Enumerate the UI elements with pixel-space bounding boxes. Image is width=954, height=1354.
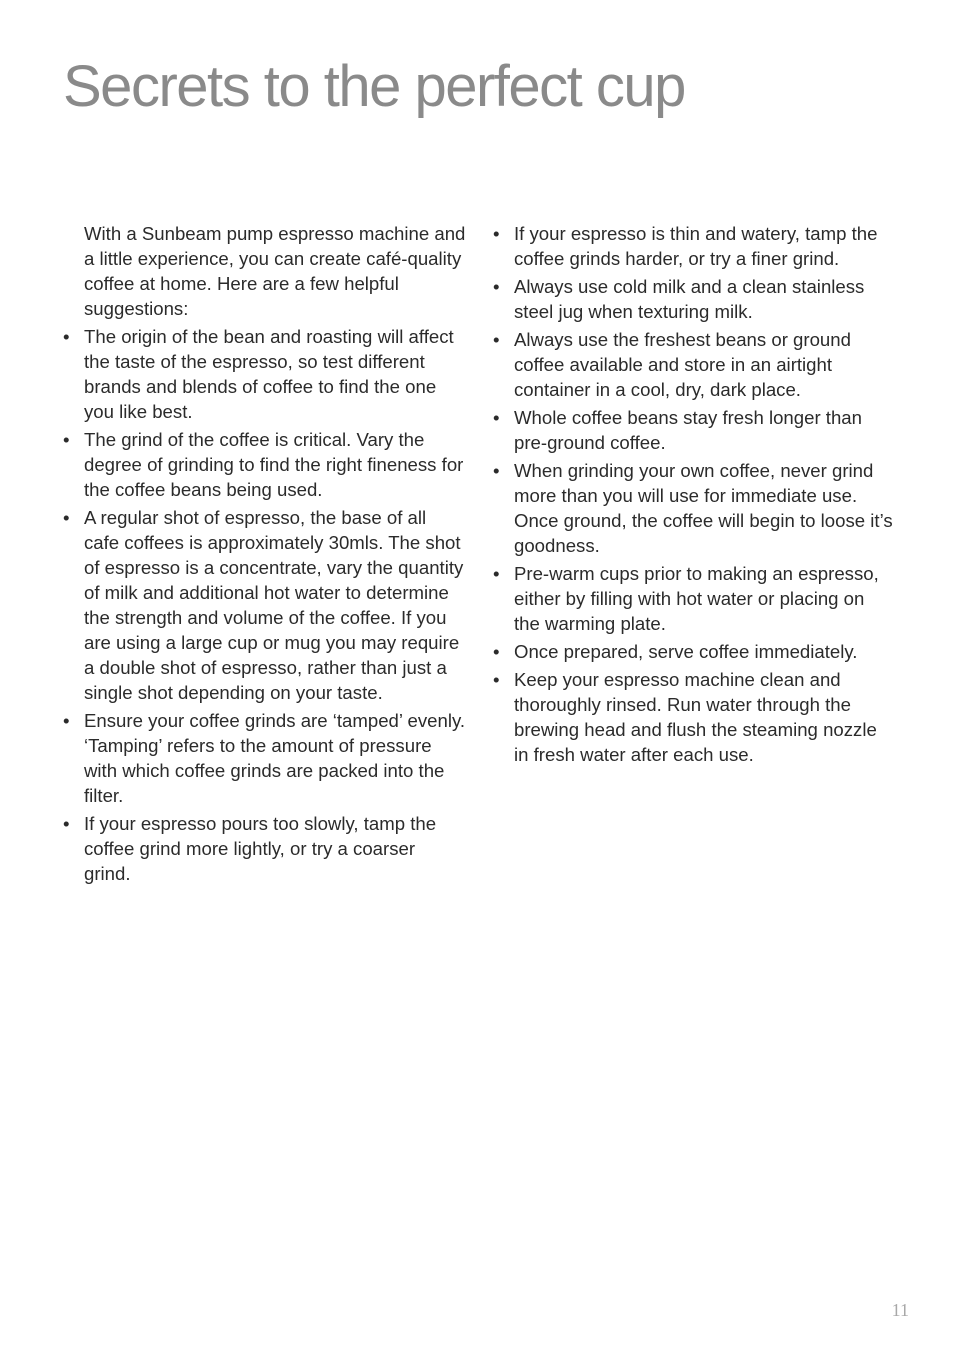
bullet-icon: •	[63, 507, 70, 528]
tip-text: Whole coffee beans stay fresh longer than pre-ground coffee.	[514, 407, 862, 453]
tip-text: A regular shot of espresso, the base of all cafe coffees is approximately 30mls. The shot of espresso is a concentrate, vary the quantity of milk and additional hot water to determine the strength and volume of the coffee. If you are using a large cup or mug you may require a double shot of espresso, rather than just a single shot depending on your taste.	[84, 507, 464, 703]
tip-text: The origin of the bean and roasting will affect the taste of the espresso, so test different brands and blends of coffee to find the one you like best.	[84, 326, 454, 422]
left-tips-list	[63, 324, 466, 886]
tip-item	[63, 324, 466, 424]
intro-paragraph: With a Sunbeam pump espresso machine and a little experience, you can create café-quality coffee at home. Here are a few helpful suggestions:	[84, 223, 466, 319]
right-tips-list	[493, 221, 893, 767]
tip-text: If your espresso pours too slowly, tamp the coffee grind more lightly, or try a coarser grind.	[84, 813, 437, 884]
tip-item	[63, 427, 466, 502]
tip-item	[493, 561, 893, 636]
tip-text: Pre-warm cups prior to making an espresso, either by filling with hot water or placing on the warming plate.	[514, 563, 879, 634]
bullet-icon: •	[493, 329, 500, 350]
page-title: Secrets to the perfect cup	[63, 54, 685, 119]
tip-item	[63, 708, 466, 808]
page-number: 11	[891, 1300, 909, 1320]
bullet-icon: •	[493, 669, 500, 690]
tip-text: Once prepared, serve coffee immediately.	[514, 641, 858, 662]
tip-item	[63, 811, 466, 886]
bullet-icon: •	[493, 223, 500, 244]
tip-item	[493, 458, 893, 558]
bullet-icon: •	[63, 813, 70, 834]
tip-text: Ensure your coffee grinds are ‘tamped’ evenly. ‘Tamping’ refers to the amount of pressure with which coffee grinds are packed into the filter.	[84, 710, 466, 806]
tip-item	[493, 405, 893, 455]
bullet-icon: •	[493, 276, 500, 297]
tip-item	[63, 505, 466, 705]
tip-text: If your espresso is thin and watery, tamp the coffee grinds harder, or try a finer grind.	[514, 223, 878, 269]
bullet-icon: •	[63, 710, 70, 731]
bullet-icon: •	[493, 460, 500, 481]
left-column	[63, 221, 466, 889]
tip-item	[493, 639, 893, 664]
bullet-icon: •	[63, 429, 70, 450]
tip-text: When grinding your own coffee, never grind more than you will use for immediate use. Once ground, the coffee will begin to loose it’s goodness.	[514, 460, 893, 556]
tip-text: Always use the freshest beans or ground coffee available and store in an airtight container in a cool, dry, dark place.	[514, 329, 851, 400]
tip-item	[493, 327, 893, 402]
right-column	[493, 221, 893, 770]
bullet-icon: •	[493, 407, 500, 428]
bullet-icon: •	[493, 641, 500, 662]
tip-item	[493, 667, 893, 767]
tip-text: Always use cold milk and a clean stainless steel jug when texturing milk.	[514, 276, 865, 322]
bullet-icon: •	[63, 326, 70, 347]
tip-text: Keep your espresso machine clean and thoroughly rinsed. Run water through the brewing head and flush the steaming nozzle in fresh water after each use.	[514, 669, 877, 765]
tip-item	[493, 274, 893, 324]
bullet-icon: •	[493, 563, 500, 584]
tip-text: The grind of the coffee is critical. Vary the degree of grinding to find the right fineness for the coffee beans being used.	[84, 429, 464, 500]
tip-item	[493, 221, 893, 271]
